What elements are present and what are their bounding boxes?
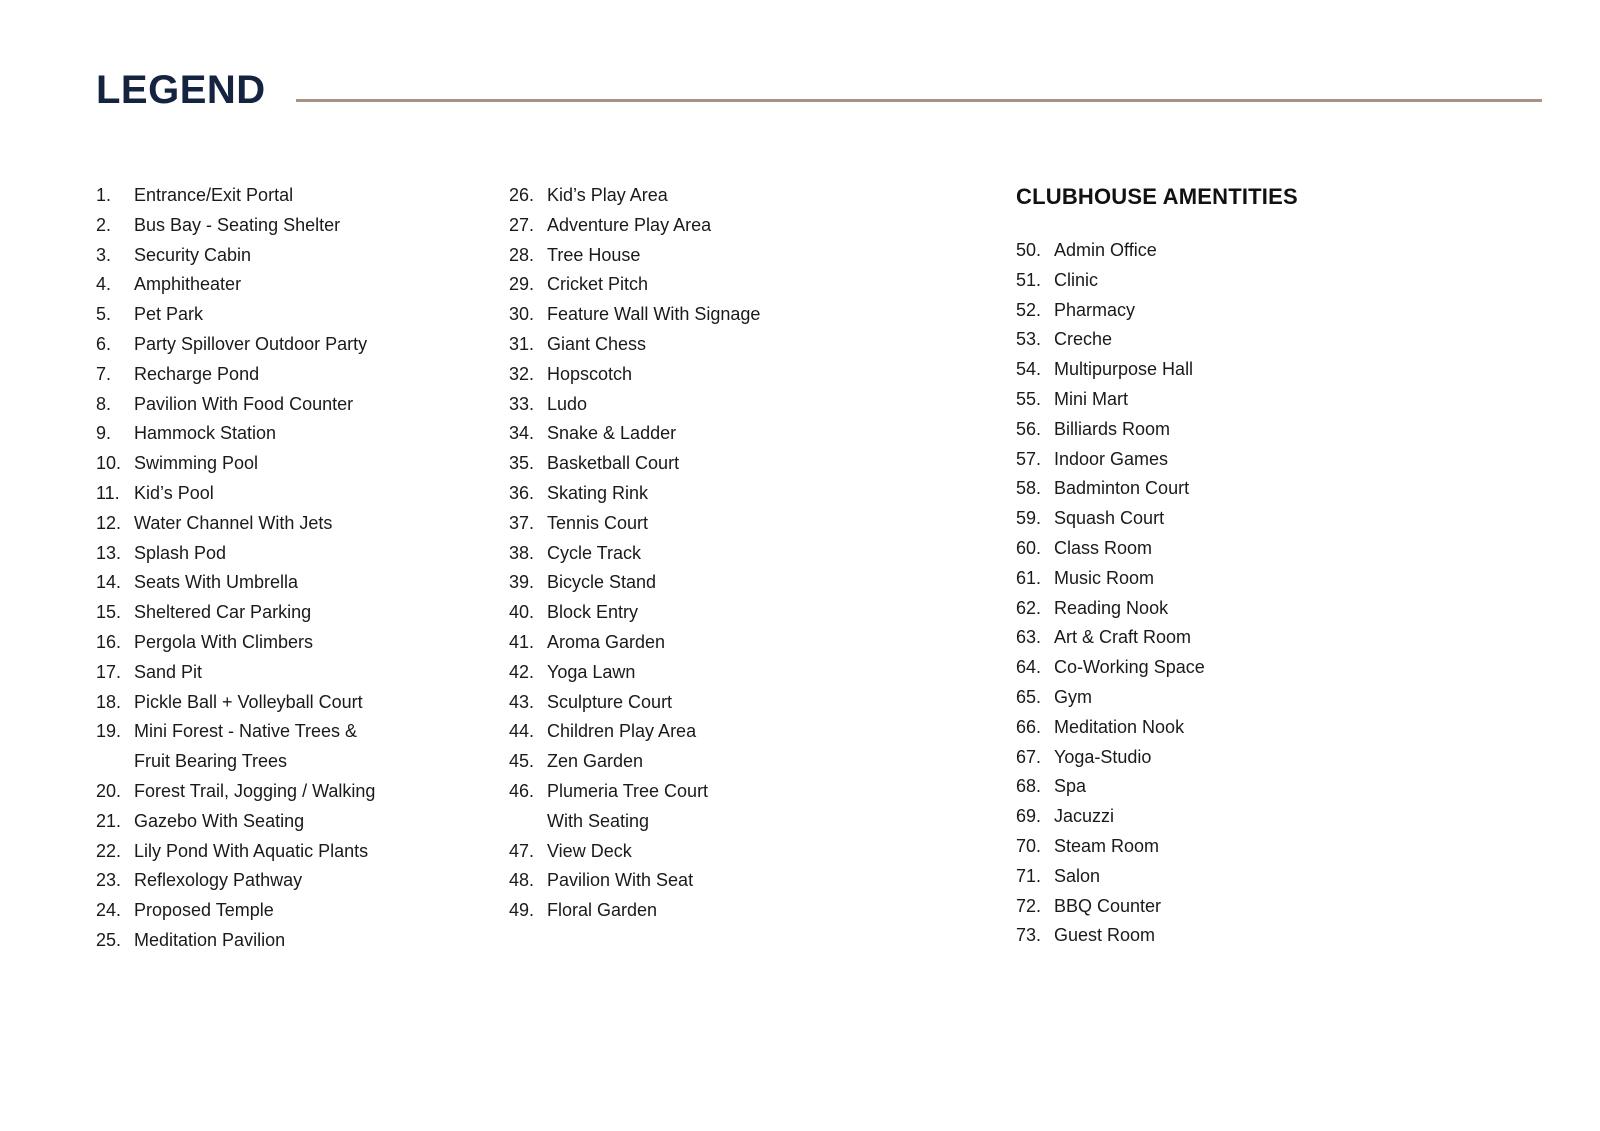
legend-item-label: Children Play Area [547, 721, 697, 742]
legend-item-label: Aroma Garden [547, 631, 666, 652]
legend-item [509, 628, 949, 658]
legend-item-number: 24. [96, 900, 122, 921]
legend-item-number: 25. [96, 929, 122, 950]
legend-item-label: Feature Wall With Signage [547, 304, 761, 325]
legend-item [1016, 623, 1436, 653]
legend-item-number: 37. [509, 512, 535, 533]
legend-item-number: 54. [1016, 359, 1042, 380]
legend-item [1016, 862, 1436, 892]
legend-item-label: Meditation Pavilion [134, 929, 286, 950]
legend-item [1016, 772, 1436, 802]
legend-item-number: 30. [509, 304, 535, 325]
legend-item-number: 69. [1016, 806, 1042, 827]
legend-item-number: 62. [1016, 597, 1042, 618]
legend-item-label: Tennis Court [547, 512, 649, 533]
legend-item [96, 598, 496, 628]
legend-item [96, 211, 496, 241]
legend-item-number: 33. [509, 393, 535, 414]
legend-item-number: 18. [96, 691, 122, 712]
legend-item-number: 10. [96, 453, 122, 474]
legend-item [509, 658, 949, 688]
legend-item-number: 56. [1016, 418, 1042, 439]
legend-item [1016, 266, 1436, 296]
legend-item-number: 64. [1016, 657, 1042, 678]
legend-item-number: 32. [509, 363, 535, 384]
legend-item-number: 57. [1016, 448, 1042, 469]
legend-item-label: Bus Bay - Seating Shelter [134, 214, 341, 235]
legend-item [1016, 325, 1436, 355]
legend-item [96, 270, 496, 300]
legend-item-label: View Deck [547, 840, 632, 861]
legend-item-label: Class Room [1054, 537, 1153, 558]
legend-item-number: 1. [96, 185, 112, 205]
legend-item-number: 46. [509, 780, 535, 801]
legend-item-number: 4. [96, 274, 112, 295]
legend-item-label: BBQ Counter [1054, 895, 1162, 916]
legend-item [96, 896, 496, 926]
legend-item-label: Reading Nook [1054, 597, 1169, 618]
legend-item [1016, 415, 1436, 445]
legend-item [96, 658, 496, 688]
legend-item [509, 539, 949, 569]
legend-item-label: Ludo [547, 393, 588, 414]
legend-item-label: Water Channel With Jets [134, 512, 333, 533]
legend-item-label: Sheltered Car Parking [134, 602, 312, 623]
legend-item-label: Security Cabin [134, 244, 252, 265]
legend-item-number: 16. [96, 631, 122, 652]
legend-item [96, 360, 496, 390]
legend-item [509, 360, 949, 390]
legend-item-label: Guest Room [1054, 925, 1156, 946]
legend-item-label: Salon [1054, 865, 1101, 886]
legend-item-label: Plumeria Tree Court With Seating [547, 780, 709, 831]
legend-item-number: 45. [509, 751, 535, 772]
legend-item-label: Pet Park [134, 304, 204, 325]
legend-item [509, 866, 949, 896]
legend-item [96, 926, 496, 956]
legend-item-label: Multipurpose Hall [1054, 359, 1194, 380]
legend-item-label: Creche [1054, 329, 1113, 350]
legend-item-number: 26. [509, 185, 535, 205]
legend-item-number: 22. [96, 840, 122, 861]
legend-item-label: Steam Room [1054, 835, 1160, 856]
title-divider [296, 99, 1542, 102]
legend-item-number: 41. [509, 631, 535, 652]
legend-item-number: 19. [96, 721, 122, 742]
legend-item [96, 777, 496, 807]
legend-item [1016, 534, 1436, 564]
legend-item-number: 2. [96, 214, 112, 235]
legend-item-label: Clinic [1054, 269, 1099, 290]
legend-item-number: 68. [1016, 776, 1042, 797]
legend-item-label: Snake & Ladder [547, 423, 677, 444]
legend-item-number: 51. [1016, 269, 1042, 290]
legend-item-label: Sculpture Court [547, 691, 673, 712]
legend-item-number: 61. [1016, 567, 1042, 588]
legend-item [96, 479, 496, 509]
legend-item-label: Kid’s Play Area [547, 185, 668, 205]
legend-item [96, 241, 496, 271]
legend-item-number: 38. [509, 542, 535, 563]
legend-item [509, 211, 949, 241]
legend-item-number: 67. [1016, 746, 1042, 767]
legend-item [509, 390, 949, 420]
legend-item [509, 479, 949, 509]
legend-item-number: 50. [1016, 240, 1042, 260]
legend-item [509, 717, 949, 747]
legend-item-number: 20. [96, 780, 122, 801]
legend-item-number: 58. [1016, 478, 1042, 499]
legend-item-label: Seats With Umbrella [134, 572, 299, 593]
legend-item-number: 47. [509, 840, 535, 861]
legend-item [509, 896, 949, 926]
legend-item-number: 5. [96, 304, 112, 325]
legend-item [1016, 594, 1436, 624]
legend-item-number: 42. [509, 661, 535, 682]
legend-item-label: Pavilion With Seat [547, 870, 694, 891]
legend-item-number: 71. [1016, 865, 1042, 886]
legend-item [1016, 445, 1436, 475]
legend-item-number: 44. [509, 721, 535, 742]
legend-item [1016, 743, 1436, 773]
legend-item-label: Jacuzzi [1054, 806, 1115, 827]
legend-item-number: 43. [509, 691, 535, 712]
clubhouse-list [1016, 236, 1436, 951]
legend-item-number: 66. [1016, 716, 1042, 737]
legend-item-label: Art & Craft Room [1054, 627, 1192, 648]
legend-item [96, 509, 496, 539]
legend-item-number: 70. [1016, 835, 1042, 856]
legend-item-number: 21. [96, 810, 122, 831]
legend-item-label: Entrance/Exit Portal [134, 185, 294, 205]
legend-item-label: Sand Pit [134, 661, 203, 682]
legend-item-number: 8. [96, 393, 112, 414]
legend-item-label: Spa [1054, 776, 1087, 797]
legend-item-number: 15. [96, 602, 122, 623]
legend-item [509, 598, 949, 628]
legend-item-number: 55. [1016, 388, 1042, 409]
legend-item-label: Kid’s Pool [134, 482, 214, 503]
legend-item-label: Cricket Pitch [547, 274, 649, 295]
legend-item-number: 9. [96, 423, 112, 444]
legend-item [1016, 474, 1436, 504]
legend-item-label: Proposed Temple [134, 900, 274, 921]
legend-item [1016, 832, 1436, 862]
legend-item-number: 59. [1016, 508, 1042, 529]
legend-item-label: Admin Office [1054, 240, 1157, 260]
legend-item [96, 807, 496, 837]
legend-item [96, 390, 496, 420]
legend-item-number: 6. [96, 333, 112, 354]
legend-item-number: 53. [1016, 329, 1042, 350]
legend-item-number: 31. [509, 333, 535, 354]
legend-item-number: 28. [509, 244, 535, 265]
legend-item [509, 419, 949, 449]
legend-item-label: Zen Garden [547, 751, 644, 772]
legend-item-number: 65. [1016, 686, 1042, 707]
legend-item-label: Indoor Games [1054, 448, 1169, 469]
legend-item-label: Mini Mart [1054, 388, 1129, 409]
legend-item-label: Reflexology Pathway [134, 870, 303, 891]
legend-item-label: Pergola With Climbers [134, 631, 314, 652]
clubhouse-heading: CLUBHOUSE AMENTITIES [1016, 184, 1298, 209]
legend-item [96, 568, 496, 598]
legend-item [509, 688, 949, 718]
legend-item-label: Gazebo With Seating [134, 810, 305, 831]
legend-item [96, 300, 496, 330]
legend-item-label: Music Room [1054, 567, 1155, 588]
legend-item-label: Hopscotch [547, 363, 633, 384]
legend-item [509, 747, 949, 777]
legend-item [1016, 564, 1436, 594]
legend-item [1016, 683, 1436, 713]
legend-item [1016, 653, 1436, 683]
legend-item [1016, 802, 1436, 832]
legend-item [96, 449, 496, 479]
legend-item [509, 449, 949, 479]
legend-item-number: 48. [509, 870, 535, 891]
legend-item [96, 688, 496, 718]
legend-item [1016, 713, 1436, 743]
legend-item-label: Party Spillover Outdoor Party [134, 333, 368, 354]
legend-item-label: Basketball Court [547, 453, 680, 474]
legend-item-label: Meditation Nook [1054, 716, 1185, 737]
legend-item-label: Splash Pod [134, 542, 227, 563]
legend-item [96, 539, 496, 569]
legend-item-label: Amphitheater [134, 274, 242, 295]
legend-item [509, 509, 949, 539]
legend-item-number: 3. [96, 244, 112, 265]
legend-item-label: Bicycle Stand [547, 572, 657, 593]
legend-item [96, 866, 496, 896]
legend-item-label: Forest Trail, Jogging / Walking [134, 780, 376, 801]
page-title: LEGEND [96, 68, 266, 112]
legend-item [509, 568, 949, 598]
legend-item-label: Yoga Lawn [547, 661, 636, 682]
legend-item-label: Cycle Track [547, 542, 642, 563]
legend-item [1016, 355, 1436, 385]
legend-item [509, 270, 949, 300]
legend-item-number: 72. [1016, 895, 1042, 916]
legend-item-label: Tree House [547, 244, 641, 265]
legend-item-label: Adventure Play Area [547, 214, 712, 235]
legend-item [96, 837, 496, 867]
legend-item-number: 29. [509, 274, 535, 295]
legend-item [96, 419, 496, 449]
legend-item [1016, 385, 1436, 415]
legend-item-number: 63. [1016, 627, 1042, 648]
legend-item-label: Mini Forest - Native Trees & Fruit Bearing Trees [134, 721, 358, 772]
legend-item-label: Recharge Pond [134, 363, 260, 384]
legend-item [509, 300, 949, 330]
legend-item-number: 60. [1016, 537, 1042, 558]
legend-item-number: 35. [509, 453, 535, 474]
legend-item-number: 11. [96, 482, 120, 503]
legend-item-label: Gym [1054, 686, 1092, 707]
legend-item [509, 241, 949, 271]
legend-item-label: Pavilion With Food Counter [134, 393, 354, 414]
legend-item-label: Swimming Pool [134, 453, 259, 474]
legend-item-label: Billiards Room [1054, 418, 1171, 439]
legend-item [1016, 236, 1436, 266]
legend-list-column-2 [509, 181, 949, 926]
legend-item-number: 13. [96, 542, 122, 563]
legend-item [1016, 921, 1436, 951]
legend-item [1016, 892, 1436, 922]
legend-item-label: Yoga-Studio [1054, 746, 1152, 767]
legend-item-label: Giant Chess [547, 333, 647, 354]
legend-list-column-1 [96, 181, 496, 956]
legend-item [509, 837, 949, 867]
legend-item-number: 39. [509, 572, 535, 593]
legend-item-label: Lily Pond With Aquatic Plants [134, 840, 369, 861]
legend-item-label: Co-Working Space [1054, 657, 1205, 678]
legend-item-label: Block Entry [547, 602, 639, 623]
legend-item-number: 40. [509, 602, 535, 623]
legend-item [96, 717, 496, 777]
legend-item-number: 14. [96, 572, 122, 593]
legend-item-number: 23. [96, 870, 122, 891]
legend-item-label: Skating Rink [547, 482, 649, 503]
legend-item-number: 34. [509, 423, 535, 444]
legend-item [1016, 296, 1436, 326]
legend-item-number: 17. [96, 661, 122, 682]
legend-item-number: 12. [96, 512, 122, 533]
legend-item [509, 181, 949, 211]
legend-item-number: 49. [509, 900, 535, 921]
legend-item [1016, 504, 1436, 534]
legend-item [509, 777, 949, 837]
legend-item-number: 73. [1016, 925, 1042, 946]
legend-item-number: 36. [509, 482, 535, 503]
legend-item [96, 181, 496, 211]
legend-item-label: Pharmacy [1054, 299, 1136, 320]
legend-item-label: Pickle Ball + Volleyball Court [134, 691, 363, 712]
legend-item [96, 628, 496, 658]
legend-item-label: Hammock Station [134, 423, 277, 444]
legend-item [96, 330, 496, 360]
legend-item-number: 7. [96, 363, 112, 384]
legend-item-label: Badminton Court [1054, 478, 1190, 499]
legend-item-label: Floral Garden [547, 900, 658, 921]
legend-item-number: 52. [1016, 299, 1042, 320]
legend-item-number: 27. [509, 214, 535, 235]
legend-item-label: Squash Court [1054, 508, 1165, 529]
legend-item [509, 330, 949, 360]
